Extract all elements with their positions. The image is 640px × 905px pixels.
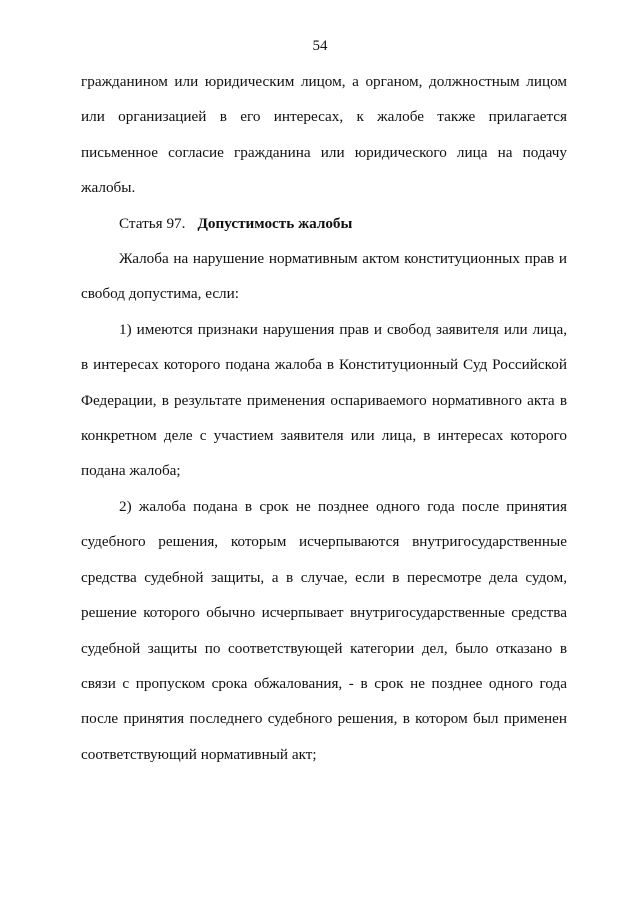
- page-number: 54: [312, 38, 328, 54]
- paragraph-item-1: 1) имеются признаки нарушения прав и свобод заявителя или лица, в интересах которого подана жалоба в Конституционный Суд Российской Федерации, в результате применения оспариваемого нормативного акта в конкретном деле с участием заявителя или лица, в интересах которого подана жалоба;: [81, 320, 567, 480]
- article-title: Допустимость жалобы: [197, 214, 353, 232]
- paragraph-intro: Жалоба на нарушение нормативным актом конституционных прав и свобод допустима, если:: [81, 250, 567, 303]
- article-number: Статья 97.: [119, 214, 186, 232]
- continuation-paragraph: гражданином или юридическим лицом, а органом, должностным лицом или организацией в его интересах, к жалобе также прилагается письменное согласие гражданина или юридического лица на подачу жалобы.: [81, 73, 567, 197]
- paragraph-item-2: 2) жалоба подана в срок не позднее одного года после принятия судебного решения, которым исчерпываются внутригосударственные средства судебной защиты, а в случае, если в пересмотре дела судом, решение которого обычно исчерпывает внутригосударственные средства судебной защиты по соответствующей категории дел, было отказано в связи с пропуском срока обжалования, - в срок не позднее одного года после принятия последнего судебного решения, в котором был применен соответствующий нормативный акт;: [81, 497, 567, 763]
- article-heading: [81, 206, 567, 241]
- document-body: [81, 64, 567, 772]
